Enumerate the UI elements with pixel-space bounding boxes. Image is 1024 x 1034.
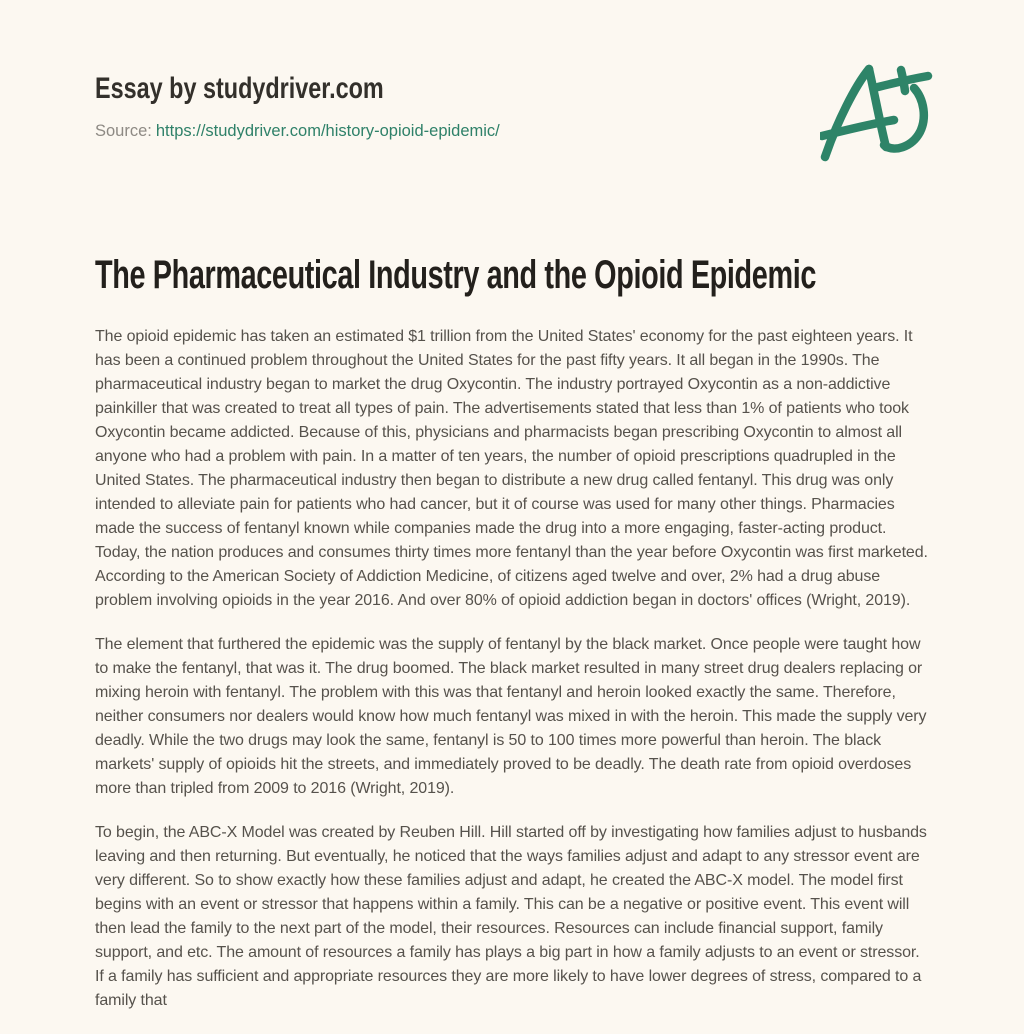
essay-paragraph-1: The opioid epidemic has taken an estimated $1 trillion from the United States' economy for the past eighteen years. It has been a continued problem throughout the United States for the past fifty years. It all began in the 1990s. The pharmaceutical industry began to market the drug Oxycontin. The industry portrayed Oxycontin as a non-addictive painkiller that was created to treat all types of pain. The advertisements stated that less than 1% of patients who took Oxycontin became addicted. Because of this, physicians and pharmacists began prescribing Oxycontin to almost all anyone who had a problem with pain. In a matter of ten years, the number of opioid prescriptions quadrupled in the United States. The pharmaceutical industry then began to distribute a new drug called fentanyl. This drug was only intended to alleviate pain for patients who had cancer, but it of course was used for many other things. Pharmacies made the success of fentanyl known while companies made the drug into a more engaging, faster-acting product. Today, the nation produces and consumes thirty times more fentanyl than the year before Oxycontin was first marketed. According to the American Society of Addiction Medicine, of citizens aged twelve and over, 2% had a drug abuse problem involving opioids in the year 2016. And over 80% of opioid addiction began in doctors' offices (Wright, 2019).	[95, 327, 928, 609]
source-row	[95, 120, 930, 142]
essay-paragraph-2: The element that furthered the epidemic was the supply of fentanyl by the black market. Once people were taught how to make the fentanyl, that was it. The drug boomed. The black market resulted in many street drug dealers replacing or mixing heroin with fentanyl. The problem with this was that fentanyl and heroin looked exactly the same. Therefore, neither consumers nor dealers would know how much fentanyl was mixed in with the heroin. This made the supply very deadly. While the two drugs may look the same, fentanyl is 50 to 100 times more powerful than heroin. The black markets' supply of opioids hit the streets, and immediately proved to be deadly. The death rate from opioid overdoses more than tripled from 2009 to 2016 (Wright, 2019).	[95, 635, 927, 797]
essay-paragraph-3: To begin, the ABC-X Model was created by Reuben Hill. Hill started off by investigating how families adjust to husbands leaving and then returning. But eventually, he noticed that the ways families adjust and adapt to any stressor event are very different. So to show exactly how these families adjust and adapt, he created the ABC-X model. The model first begins with an event or stressor that happens within a family. This can be a negative or positive event. This event will then lead the family to the next part of the model, their resources. Resources can include financial support, family support, and etc. The amount of resources a family has plays a big part in how a family adjusts to an event or stressor. If a family has sufficient and appropriate resources they are more likely to have lower degrees of stress, compared to a family that	[95, 823, 927, 1009]
essay-title: The Pharmaceutical Industry and the Opioid Epidemic	[95, 253, 816, 297]
brand-title: Essay by studydriver.com	[95, 72, 384, 105]
source-link[interactable]: https://studydriver.com/history-opioid-epidemic/	[155, 122, 500, 140]
source-label: Source:	[95, 122, 152, 140]
a-plus-logo-icon	[820, 60, 938, 170]
essay-body	[95, 325, 930, 1013]
